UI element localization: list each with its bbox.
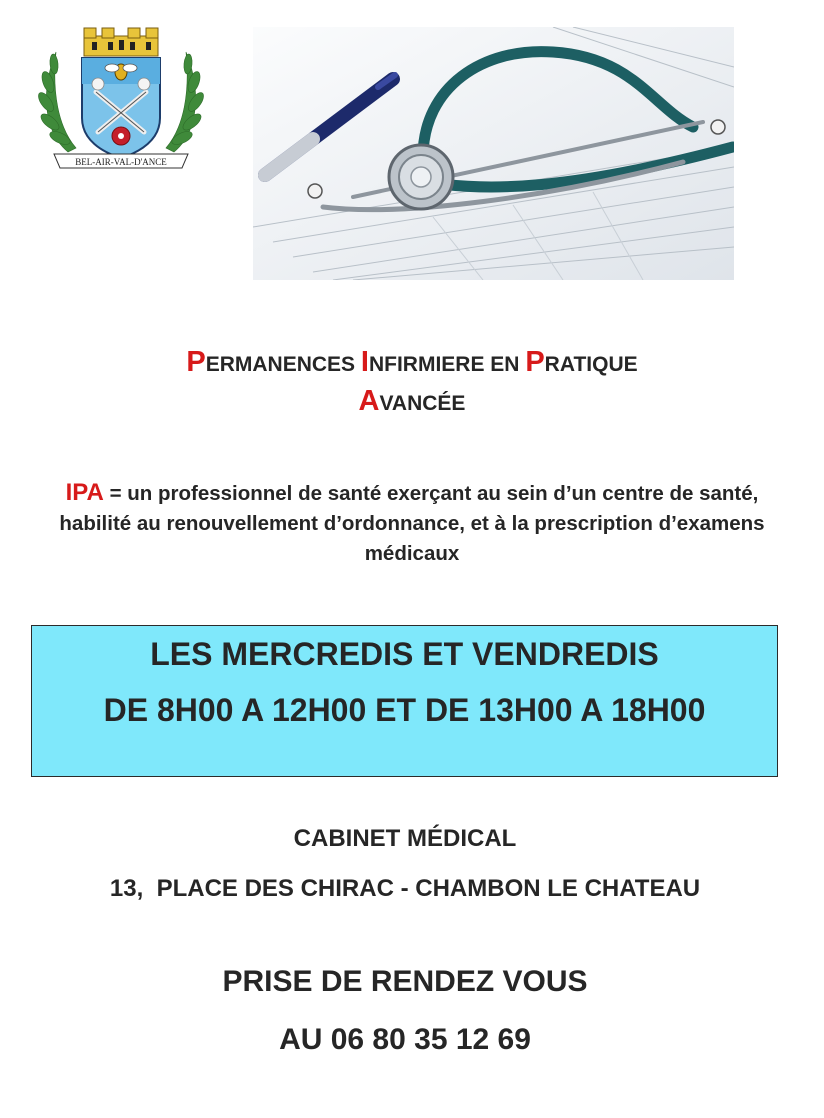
stethoscope-photo (253, 27, 734, 280)
title-initial-p2: P (525, 346, 545, 378)
title-line-1 (0, 344, 824, 383)
page-title (0, 344, 824, 422)
title-initial-p: P (186, 346, 206, 378)
title-word-infirmiere: NFIRMIERE EN (368, 353, 520, 376)
appointment-label: PRISE DE RENDEZ VOUS (222, 965, 588, 998)
cabinet-address: 13, PLACE DES CHIRAC - CHAMBON LE CHATEAU (109, 875, 701, 902)
cabinet-name: CABINET MÉDICAL (293, 825, 517, 852)
ipa-definition: = un professionnel de santé exerçant au sein d’un centre de santé, habilité au renouvellement d’ordonnance, et à la prescription d’examens médicaux (59, 482, 765, 565)
title-word-permanences: ERMANENCES (205, 353, 356, 376)
schedule-days: LES MERCREDIS ET VENDREDIS (150, 636, 659, 672)
title-line-2 (0, 383, 824, 422)
ipa-description (40, 478, 784, 569)
ipa-acronym: IPA (65, 479, 104, 506)
schedule-box (31, 625, 778, 777)
crest-motto: BEL-AIR-VAL-D'ANCE (75, 157, 167, 167)
appointment-phone: AU 06 80 35 12 69 (279, 1023, 531, 1056)
title-initial-a: A (358, 385, 380, 417)
title-initial-i: I (360, 346, 369, 378)
title-word-pratique: RATIQUE (544, 353, 638, 376)
town-coat-of-arms-icon (36, 22, 206, 177)
title-word-avancee: VANCÉE (379, 392, 466, 415)
schedule-hours: DE 8H00 A 12H00 ET DE 13H00 A 18H00 (103, 692, 706, 728)
